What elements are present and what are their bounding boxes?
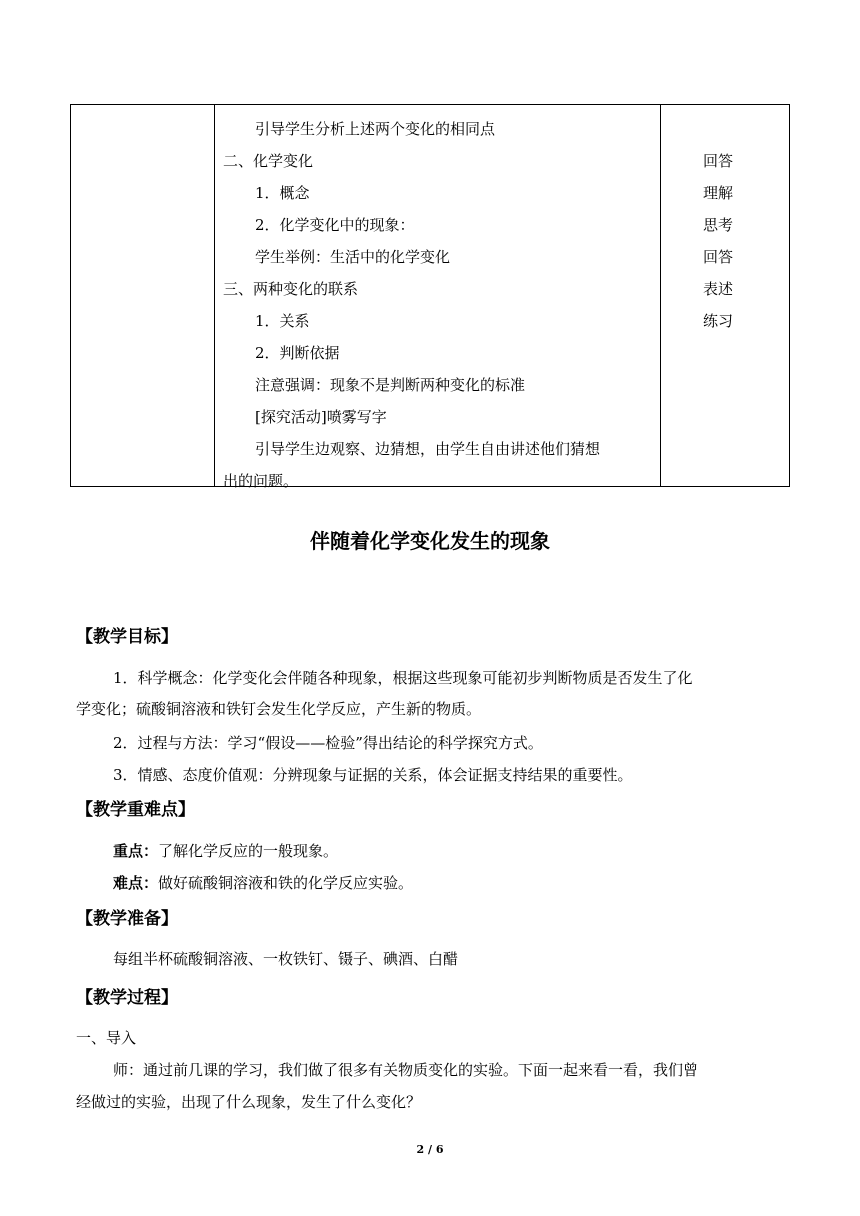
paragraph <box>113 872 413 893</box>
paragraph: 3．情感、态度价值观：分辨现象与证据的关系，体会证据支持结果的重要性。 <box>113 766 633 784</box>
paragraph <box>113 840 338 861</box>
table-line: 回答 <box>703 248 734 266</box>
paragraph: 一、导入 <box>76 1029 137 1047</box>
difficulty-label: 难点： <box>113 874 159 892</box>
table-line: 思考 <box>703 216 734 234</box>
table-cell-activities <box>223 113 655 497</box>
table-line: 三、两种变化的联系 <box>223 280 359 298</box>
table-line: 理解 <box>703 184 734 202</box>
section-heading-preparation: 【教学准备】 <box>76 909 178 929</box>
table-line: 引导学生边观察、边猜想，由学生自由讲述他们猜想 <box>255 440 601 458</box>
paragraph: 学变化；硫酸铜溶液和铁钉会发生化学反应，产生新的物质。 <box>76 700 482 718</box>
lesson-table <box>70 104 790 490</box>
table-line: 回答 <box>703 152 734 170</box>
table-line: 2．化学变化中的现象： <box>255 216 415 234</box>
section-heading-key-points: 【教学重难点】 <box>76 800 195 820</box>
paragraph: 每组半杯硫酸铜溶液、一枚铁钉、镊子、碘酒、白醋 <box>113 950 459 968</box>
page-title: 伴随着化学变化发生的现象 <box>310 529 550 553</box>
table-line: 二、化学变化 <box>223 152 314 170</box>
key-label: 重点： <box>113 842 159 860</box>
table-cell-student <box>703 145 763 337</box>
table-line: 引导学生分析上述两个变化的相同点 <box>255 120 496 138</box>
table-line: [探究活动]喷雾写字 <box>255 408 387 426</box>
table-line: 学生举例：生活中的化学变化 <box>255 248 451 266</box>
paragraph: 2．过程与方法：学习“假设——检验”得出结论的科学探究方式。 <box>113 734 543 752</box>
table-line: 表述 <box>703 280 734 298</box>
table-line: 2．判断依据 <box>255 344 340 362</box>
table-divider <box>660 105 661 486</box>
difficulty-text: 做好硫酸铜溶液和铁的化学反应实验。 <box>158 874 414 892</box>
paragraph: 经做过的实验，出现了什么现象，发生了什么变化？ <box>76 1093 422 1111</box>
table-divider <box>214 105 215 486</box>
section-heading-process: 【教学过程】 <box>76 988 178 1008</box>
table-line: 注意强调：现象不是判断两种变化的标准 <box>255 376 526 394</box>
page-number: 2 / 6 <box>416 1143 444 1156</box>
section-heading-goals: 【教学目标】 <box>76 627 178 647</box>
paragraph: 师：通过前几课的学习，我们做了很多有关物质变化的实验。下面一起来看一看，我们曾 <box>113 1061 699 1079</box>
key-text: 了解化学反应的一般现象。 <box>158 842 339 860</box>
paragraph: 1．科学概念：化学变化会伴随各种现象，根据这些现象可能初步判断物质是否发生了化 <box>113 669 693 687</box>
table-line: 出的问题。 <box>223 472 299 490</box>
table-line: 1．关系 <box>255 312 310 330</box>
table-line: 练习 <box>703 312 734 330</box>
table-line: 1．概念 <box>255 184 310 202</box>
